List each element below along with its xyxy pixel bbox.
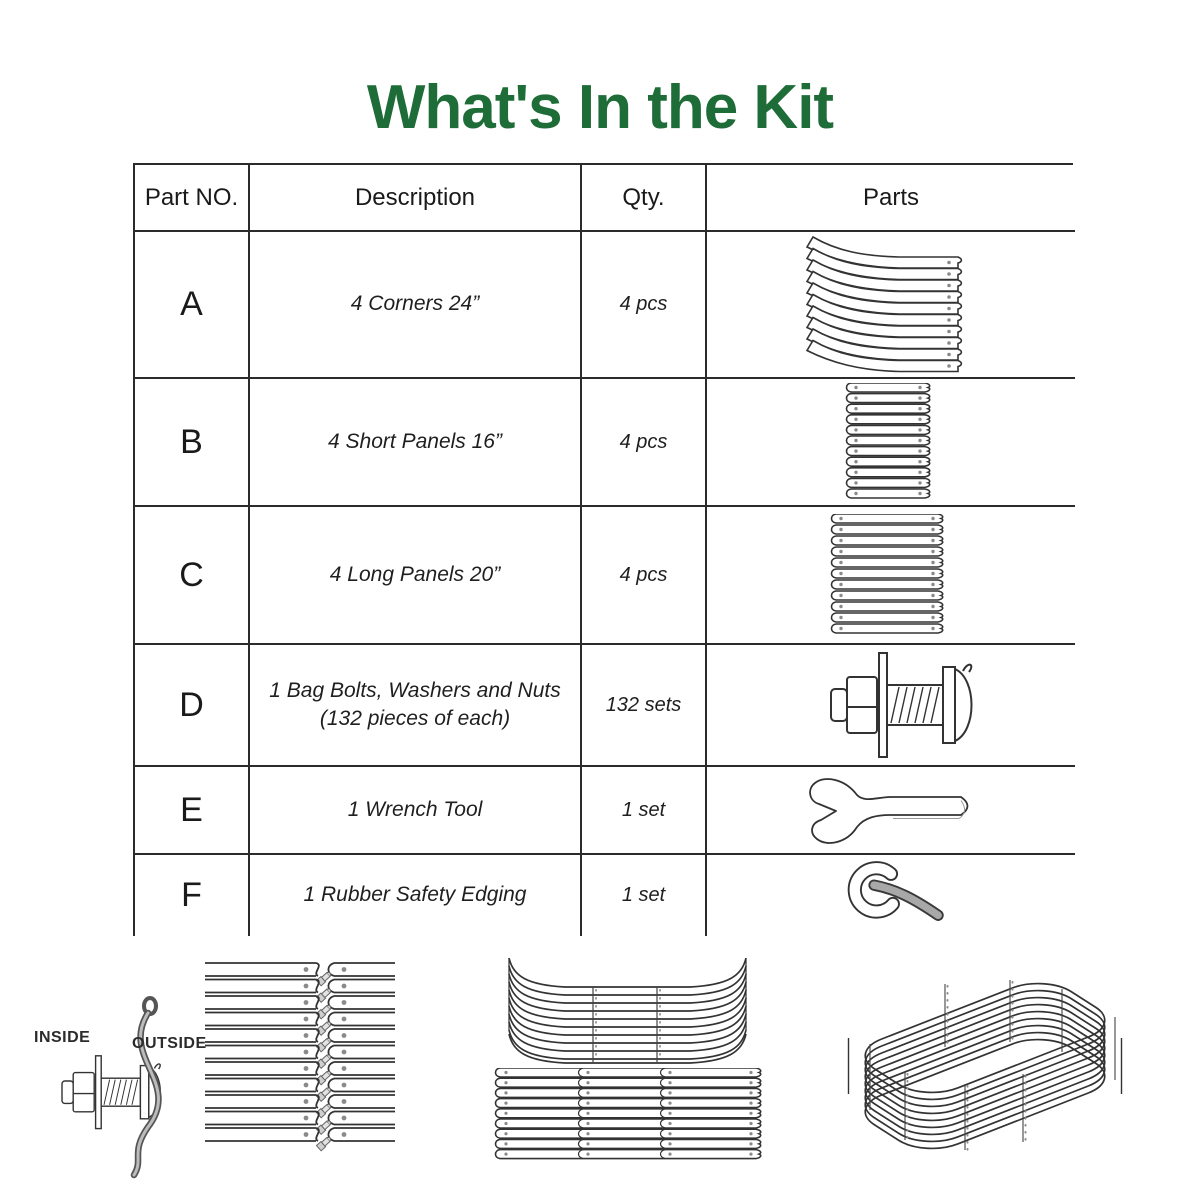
header-qty: Qty. xyxy=(582,165,707,232)
bolt-orientation-diagram xyxy=(30,995,215,1190)
qty-c: 4 pcs xyxy=(582,507,707,645)
part-letter-b: B xyxy=(135,379,250,507)
parts-cell-a xyxy=(707,232,1075,379)
qty-a: 4 pcs xyxy=(582,232,707,379)
panels-bolted-joint-diagram xyxy=(205,962,395,1157)
parts-cell-b xyxy=(707,379,1075,507)
corner-panels-stack-icon xyxy=(801,235,981,375)
description-d xyxy=(250,645,582,767)
qty-b: 4 pcs xyxy=(582,379,707,507)
description-c: 4 Long Panels 20” xyxy=(250,507,582,645)
long-panels-stack-icon xyxy=(826,514,956,636)
inside-label: INSIDE xyxy=(34,1029,91,1046)
description-f: 1 Rubber Safety Edging xyxy=(250,855,582,936)
assembled-raised-bed-diagram xyxy=(825,972,1145,1162)
description-e: 1 Wrench Tool xyxy=(250,767,582,855)
parts-cell-f xyxy=(707,855,1075,936)
description-d-line1: 1 Bag Bolts, Washers and Nuts xyxy=(269,678,561,702)
qty-f: 1 set xyxy=(582,855,707,936)
header-parts: Parts xyxy=(707,165,1075,232)
bolt-washer-nut-icon xyxy=(791,649,991,761)
rubber-edging-icon xyxy=(811,855,971,936)
assembled-corner-wall-diagram xyxy=(505,958,760,1066)
part-letter-a: A xyxy=(135,232,250,379)
description-d-line2: (132 pieces of each) xyxy=(319,707,511,730)
header-part-no: Part NO. xyxy=(135,165,250,232)
page-title: What's In the Kit xyxy=(366,73,834,142)
long-panels-stack-diagram xyxy=(490,1068,775,1163)
header-description: Description xyxy=(250,165,582,232)
parts-cell-c xyxy=(707,507,1075,645)
part-letter-f: F xyxy=(135,855,250,936)
short-panels-stack-icon xyxy=(841,383,941,501)
part-letter-c: C xyxy=(135,507,250,645)
part-letter-d: D xyxy=(135,645,250,767)
parts-table xyxy=(133,163,1073,936)
qty-e: 1 set xyxy=(582,767,707,855)
part-letter-e: E xyxy=(135,767,250,855)
qty-d: 132 sets xyxy=(582,645,707,767)
wrench-icon xyxy=(781,771,1001,849)
description-a: 4 Corners 24” xyxy=(250,232,582,379)
parts-cell-e xyxy=(707,767,1075,855)
bolt-orientation-drawing xyxy=(30,995,215,1190)
outside-label: OUTSIDE xyxy=(132,1035,207,1052)
description-b: 4 Short Panels 16” xyxy=(250,379,582,507)
parts-cell-d xyxy=(707,645,1075,767)
